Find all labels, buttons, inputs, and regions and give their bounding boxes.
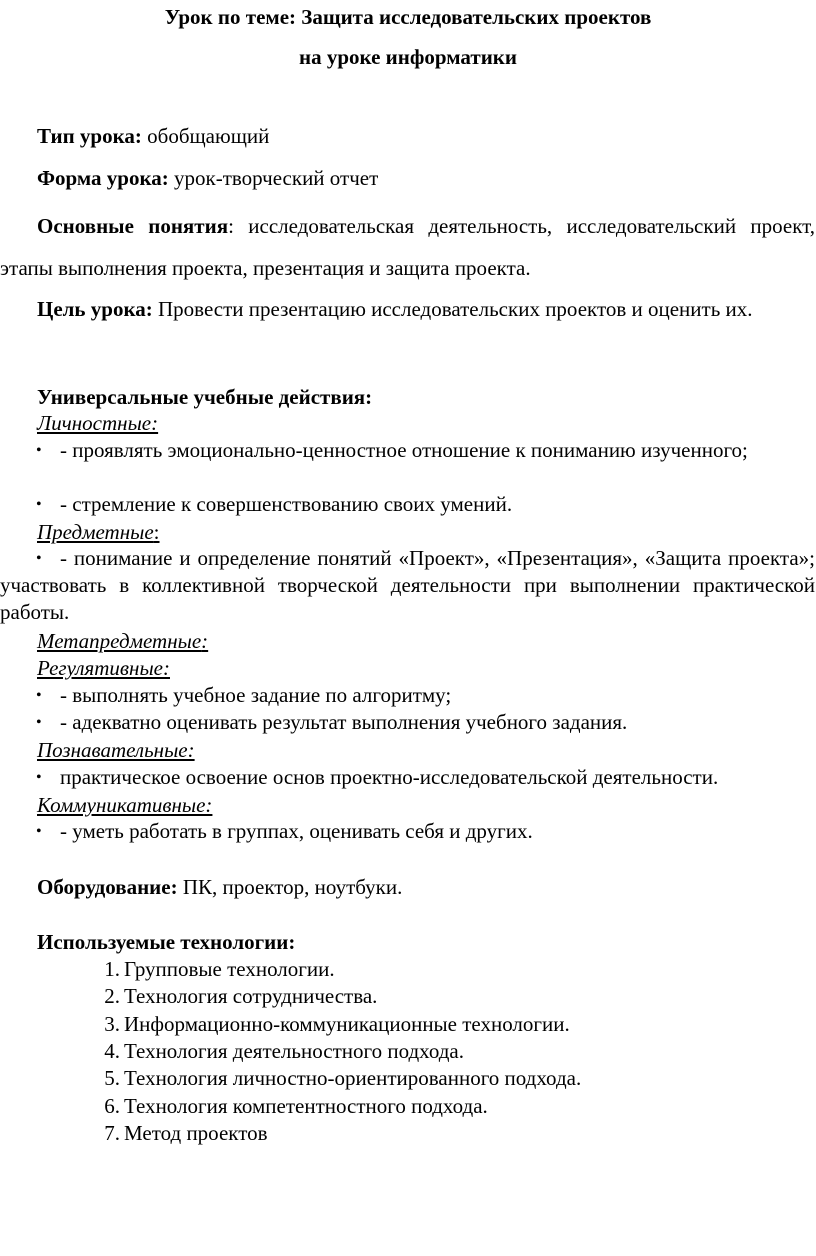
list-item-number: 2. xyxy=(104,984,120,1008)
list-item-number: 6. xyxy=(104,1094,120,1118)
lesson-form xyxy=(0,164,815,192)
subject-label-text: Предметные xyxy=(37,520,154,544)
uud-heading: Универсальные учебные действия: xyxy=(37,385,373,409)
list-item-text: - понимание и определение понятий «Проект», «Презентация», «Защита проекта»; участвовать в коллективной творческой деятельности при выполнении практической работы. xyxy=(0,546,815,624)
title-line-1: Урок по теме: Защита исследовательских проектов xyxy=(164,5,652,29)
list-item-text: практическое освоение основ проектно-исследовательской деятельности. xyxy=(60,765,719,789)
meta-label-colon: : xyxy=(201,629,209,653)
communicative-label: Коммуникативные: xyxy=(37,793,213,817)
list-item-text: - стремление к совершенствованию своих умений. xyxy=(60,492,513,516)
list-item xyxy=(0,437,815,464)
list-item xyxy=(96,955,335,983)
list-item-text: - выполнять учебное задание по алгоритму; xyxy=(60,683,452,707)
list-item xyxy=(0,709,815,736)
personal-label: Личностные: xyxy=(37,411,159,435)
list-item xyxy=(96,1037,464,1065)
bullet-icon: • xyxy=(36,550,42,567)
bullet-icon: • xyxy=(36,442,42,459)
technologies-heading: Используемые технологии: xyxy=(37,930,296,954)
list-item-number: 7. xyxy=(104,1121,120,1145)
equipment-label: Оборудование: xyxy=(37,875,178,899)
list-item-text: Технология деятельностного подхода. xyxy=(124,1039,464,1063)
list-item-text: Групповые технологии. xyxy=(124,957,335,981)
concepts xyxy=(0,205,815,289)
subject-label xyxy=(37,518,160,546)
list-item-text: - проявлять эмоционально-ценностное отношение к пониманию изученного; xyxy=(60,438,748,462)
meta-label-text: Метапредметные xyxy=(37,629,202,653)
list-item xyxy=(96,982,377,1010)
list-item-text: Информационно-коммуникационные технологии. xyxy=(124,1012,570,1036)
equipment-value: ПК, проектор, ноутбуки. xyxy=(177,875,403,899)
subject-label-colon: : xyxy=(153,520,160,544)
list-item-number: 5. xyxy=(104,1066,120,1090)
concepts-label: Основные понятия xyxy=(37,214,229,238)
list-item-text: - адекватно оценивать результат выполнения учебного задания. xyxy=(60,710,628,734)
list-item xyxy=(96,1010,570,1038)
list-item-text: Метод проектов xyxy=(124,1121,268,1145)
cognitive-label: Познавательные: xyxy=(37,738,195,762)
bullet-icon: • xyxy=(36,496,42,513)
list-item xyxy=(0,682,815,709)
lesson-type-label: Тип урока: xyxy=(37,124,142,148)
list-item xyxy=(96,1119,268,1147)
list-item-text: Технология личностно-ориентированного подхода. xyxy=(124,1066,582,1090)
concepts-value: : исследовательская деятельность, исследовательский проект, этапы выполнения проекта, презентация и защита проекта. xyxy=(0,214,815,280)
goal xyxy=(0,288,815,330)
lesson-form-value: урок-творческий отчет xyxy=(168,166,379,190)
lesson-type xyxy=(0,122,815,150)
equipment xyxy=(0,873,815,901)
list-item xyxy=(0,764,815,791)
list-item-text: Технология сотрудничества. xyxy=(124,984,378,1008)
bullet-icon: • xyxy=(36,823,42,840)
goal-label: Цель урока: xyxy=(37,297,153,321)
goal-value: Провести презентацию исследовательских проектов и оценить их. xyxy=(152,297,753,321)
meta-label xyxy=(37,627,208,655)
list-item xyxy=(96,1092,488,1120)
list-item-number: 1. xyxy=(104,957,120,981)
list-item-number: 3. xyxy=(104,1012,120,1036)
list-item xyxy=(0,818,815,845)
list-item-number: 4. xyxy=(104,1039,120,1063)
list-item xyxy=(0,545,815,626)
list-item xyxy=(96,1064,581,1092)
title-line-2: на уроке информатики xyxy=(299,45,517,69)
regulatory-label: Регулятивные: xyxy=(37,656,170,680)
list-item-text: Технология компетентностного подхода. xyxy=(124,1094,488,1118)
bullet-icon: • xyxy=(36,769,42,786)
lesson-type-value: обобщающий xyxy=(141,124,270,148)
list-item xyxy=(0,491,815,518)
list-item-text: - уметь работать в группах, оценивать себя и других. xyxy=(60,819,533,843)
bullet-icon: • xyxy=(36,714,42,731)
bullet-icon: • xyxy=(36,687,42,704)
lesson-form-label: Форма урока: xyxy=(37,166,169,190)
